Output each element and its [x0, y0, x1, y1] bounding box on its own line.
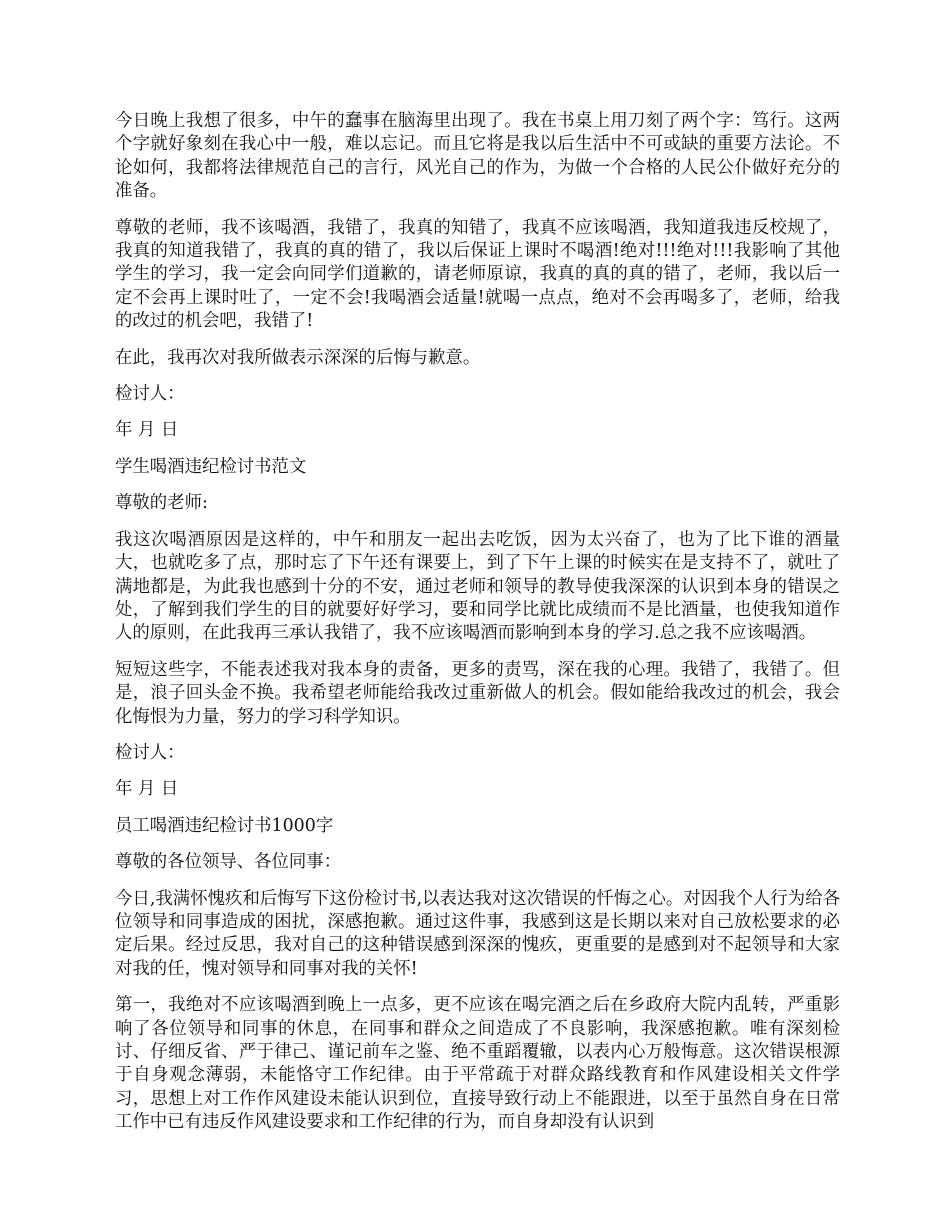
paragraph-regret: 在此，我再次对我所做表示深深的后悔与歉意。 [115, 347, 481, 368]
signature-label: 检讨人： [115, 384, 185, 405]
date-line: 年 月 日 [115, 779, 179, 800]
paragraph-employee-first: 第一，我绝对不应该喝酒到晚上一点多，更不应该在喝完酒之后在乡政府大院内乱转，严重影响了各位领导和同事的休息，在同事和群众之间造成了不良影响，我深感抱歉。唯有深刻检讨、仔细反省、严于律己、谨记前车之鉴、绝不重蹈覆辙，以表内心万般悔意。这次错误根源于自身观念薄弱，未能恪守工作纪律。由于平常疏于对群众路线教育和作风建设相关文件学习，思想上对工作作风建设未能认识到位，直接导致行动上不能跟进，以至于虽然自身在日常工作中已有违反作风建设要求和工作纪律的行为，而自身却没有认识到 [115, 995, 840, 1133]
section-title-student: 学生喝酒违纪检讨书范文 [115, 456, 307, 477]
date-line: 年 月 日 [115, 420, 179, 441]
salutation-teacher: 尊敬的老师: [115, 493, 208, 514]
paragraph-reflection: 今日晚上我想了很多，中午的蠢事在脑海里出现了。我在书桌上用刀刻了两个字：笃行。这两个字就好象刻在我心中一般，难以忘记。而且它将是我以后生活中不可或缺的重要方法论。不论如何，我都将法律规范自己的言行，风光自己的作为，为做一个合格的人民公仆做好充分的准备。 [115, 111, 840, 202]
document-body [115, 110, 840, 1148]
paragraph-reason: 我这次喝酒原因是这样的，中午和朋友一起出去吃饭，因为太兴奋了，也为了比下谁的酒量大，也就吃多了点，那时忘了下午还有课要上，到了下午上课的时候实在是支持不了，就吐了满地都是，为此我也感到十分的不安，通过老师和领导的教导使我深深的认识到本身的错误之处，了解到我们学生的目的就要好好学习，要和同学比就比成绩而不是比酒量，也使我知道作人的原则，在此我再三承认我错了，我不应该喝酒而影响到本身的学习.总之我不应该喝酒。 [115, 529, 840, 644]
section-title-employee: 员工喝酒违纪检讨书1000字 [115, 815, 334, 836]
signature-label: 检讨人： [115, 742, 185, 763]
paragraph-employee-intro: 今日,我满怀愧疚和后悔写下这份检讨书,以表达我对这次错误的忏悔之心。对因我个人行为给各位领导和同事造成的困扰，深感抱歉。通过这件事，我感到这是长期以来对自己放松要求的必定后果。经过反思，我对自己的这种错误感到深深的愧疚，更重要的是感到对不起领导和大家对我的任，愧对领导和同事对我的关怀! [115, 888, 840, 979]
salutation-leaders: 尊敬的各位领导、各位同事： [115, 852, 342, 873]
paragraph-remorse: 短短这些字，不能表述我对我本身的责备，更多的责骂，深在我的心理。我错了，我错了。但是，浪子回头金不换。我希望老师能给我改过重新做人的机会。假如能给我改过的机会，我会化悔恨为力量，努力的学习科学知识。 [115, 659, 840, 727]
paragraph-apology-teacher: 尊敬的老师，我不该喝酒，我错了，我真的知错了，我真不应该喝酒，我知道我违反校规了，我真的知道我错了，我真的真的错了，我以后保证上课时不喝酒!绝对!!!绝对!!!我影响了其他学生的学习，我一定会向同学们道歉的，请老师原谅，我真的真的真的错了，老师，我以后一定不会再上课时吐了，一定不会!我喝酒会适量!就喝一点点，绝对不会再喝多了，老师，给我的改过的机会吧，我错了! [115, 217, 840, 332]
